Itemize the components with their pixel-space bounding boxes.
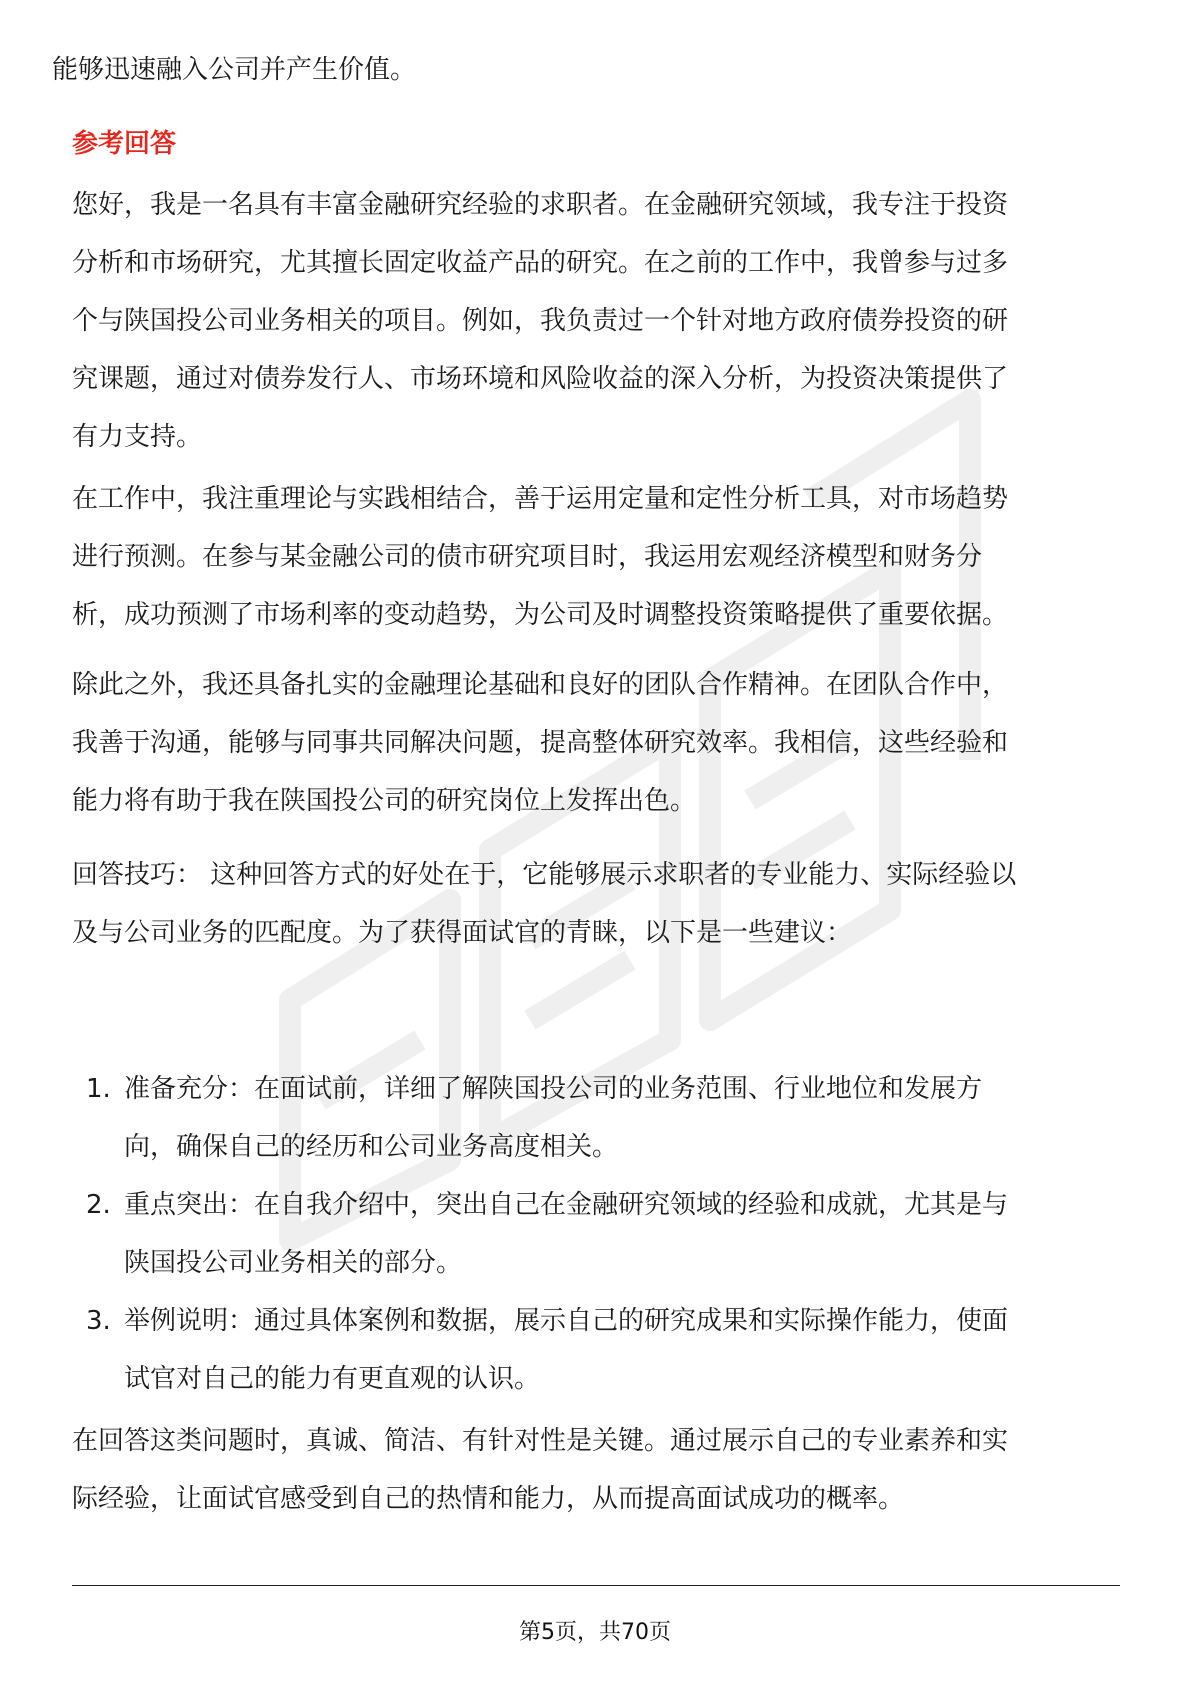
- paragraph-line: 际经验，让面试官感受到自己的热情和能力，从而提高面试成功的概率。: [72, 1484, 905, 1514]
- list-line: 举例说明：通过具体案例和数据，展示自己的研究成果和实际操作能力，使面: [124, 1306, 1009, 1336]
- paragraph-line: 能力将有助于我在陕国投公司的研究岗位上发挥出色。: [72, 786, 697, 816]
- answer-paragraph-1: [72, 176, 1120, 466]
- lead-line: 能够迅速融入公司并产生价值。: [52, 55, 417, 85]
- paragraph-line: 个与陕国投公司业务相关的项目。例如，我负责过一个针对地方政府债券投资的研: [72, 306, 1009, 336]
- paragraph-line: 进行预测。在参与某金融公司的债市研究项目时，我运用宏观经济模型和财务分: [72, 542, 983, 572]
- list-line: 试官对自己的能力有更直观的认识。: [124, 1364, 541, 1394]
- list-number: 1.: [86, 1074, 111, 1104]
- list-item: [72, 1060, 1120, 1176]
- answer-paragraph-2: [72, 470, 1120, 644]
- paragraph-line: 您好，我是一名具有丰富金融研究经验的求职者。在金融研究领域，我专注于投资: [72, 190, 1009, 220]
- list-line: 向，确保自己的经历和公司业务高度相关。: [124, 1132, 619, 1162]
- footer-divider: [72, 1585, 1120, 1586]
- paragraph-line: 回答技巧： 这种回答方式的好处在于，它能够展示求职者的专业能力、实际经验以: [72, 860, 1017, 890]
- paragraph-line: 及与公司业务的匹配度。为了获得面试官的青睐，以下是一些建议：: [72, 918, 853, 948]
- section-heading: 参考回答: [72, 129, 177, 159]
- paragraph-line: 在工作中，我注重理论与实践相结合，善于运用定量和定性分析工具，对市场趋势: [72, 484, 1009, 514]
- list-line: 重点突出：在自我介绍中，突出自己在金融研究领域的经验和成就，尤其是与: [124, 1190, 1009, 1220]
- list-line: 准备充分：在面试前，详细了解陕国投公司的业务范围、行业地位和发展方: [124, 1074, 983, 1104]
- closing-paragraph: [72, 1412, 1120, 1528]
- answer-paragraph-3: [72, 656, 1120, 830]
- list-item: [72, 1292, 1120, 1408]
- paragraph-line: 有力支持。: [72, 422, 203, 452]
- paragraph-line: 析，成功预测了市场利率的变动趋势，为公司及时调整投资策略提供了重要依据。: [72, 600, 1009, 630]
- tips-list: [72, 1060, 1120, 1408]
- list-number: 3.: [86, 1306, 111, 1336]
- page-number: 第5页，共70页: [519, 1620, 671, 1645]
- paragraph-line: 我善于沟通，能够与同事共同解决问题，提高整体研究效率。我相信，这些经验和: [72, 728, 1009, 758]
- list-line: 陕国投公司业务相关的部分。: [124, 1248, 463, 1278]
- paragraph-line: 除此之外，我还具备扎实的金融理论基础和良好的团队合作精神。在团队合作中，: [72, 670, 1009, 700]
- paragraph-line: 在回答这类问题时，真诚、简洁、有针对性是关键。通过展示自己的专业素养和实: [72, 1426, 1009, 1456]
- paragraph-line: 分析和市场研究，尤其擅长固定收益产品的研究。在之前的工作中，我曾参与过多: [72, 248, 1009, 278]
- paragraph-line: 究课题，通过对债券发行人、市场环境和风险收益的深入分析，为投资决策提供了: [72, 364, 1009, 394]
- list-item: [72, 1176, 1120, 1292]
- list-number: 2.: [86, 1190, 111, 1220]
- tips-intro-paragraph: [72, 846, 1120, 962]
